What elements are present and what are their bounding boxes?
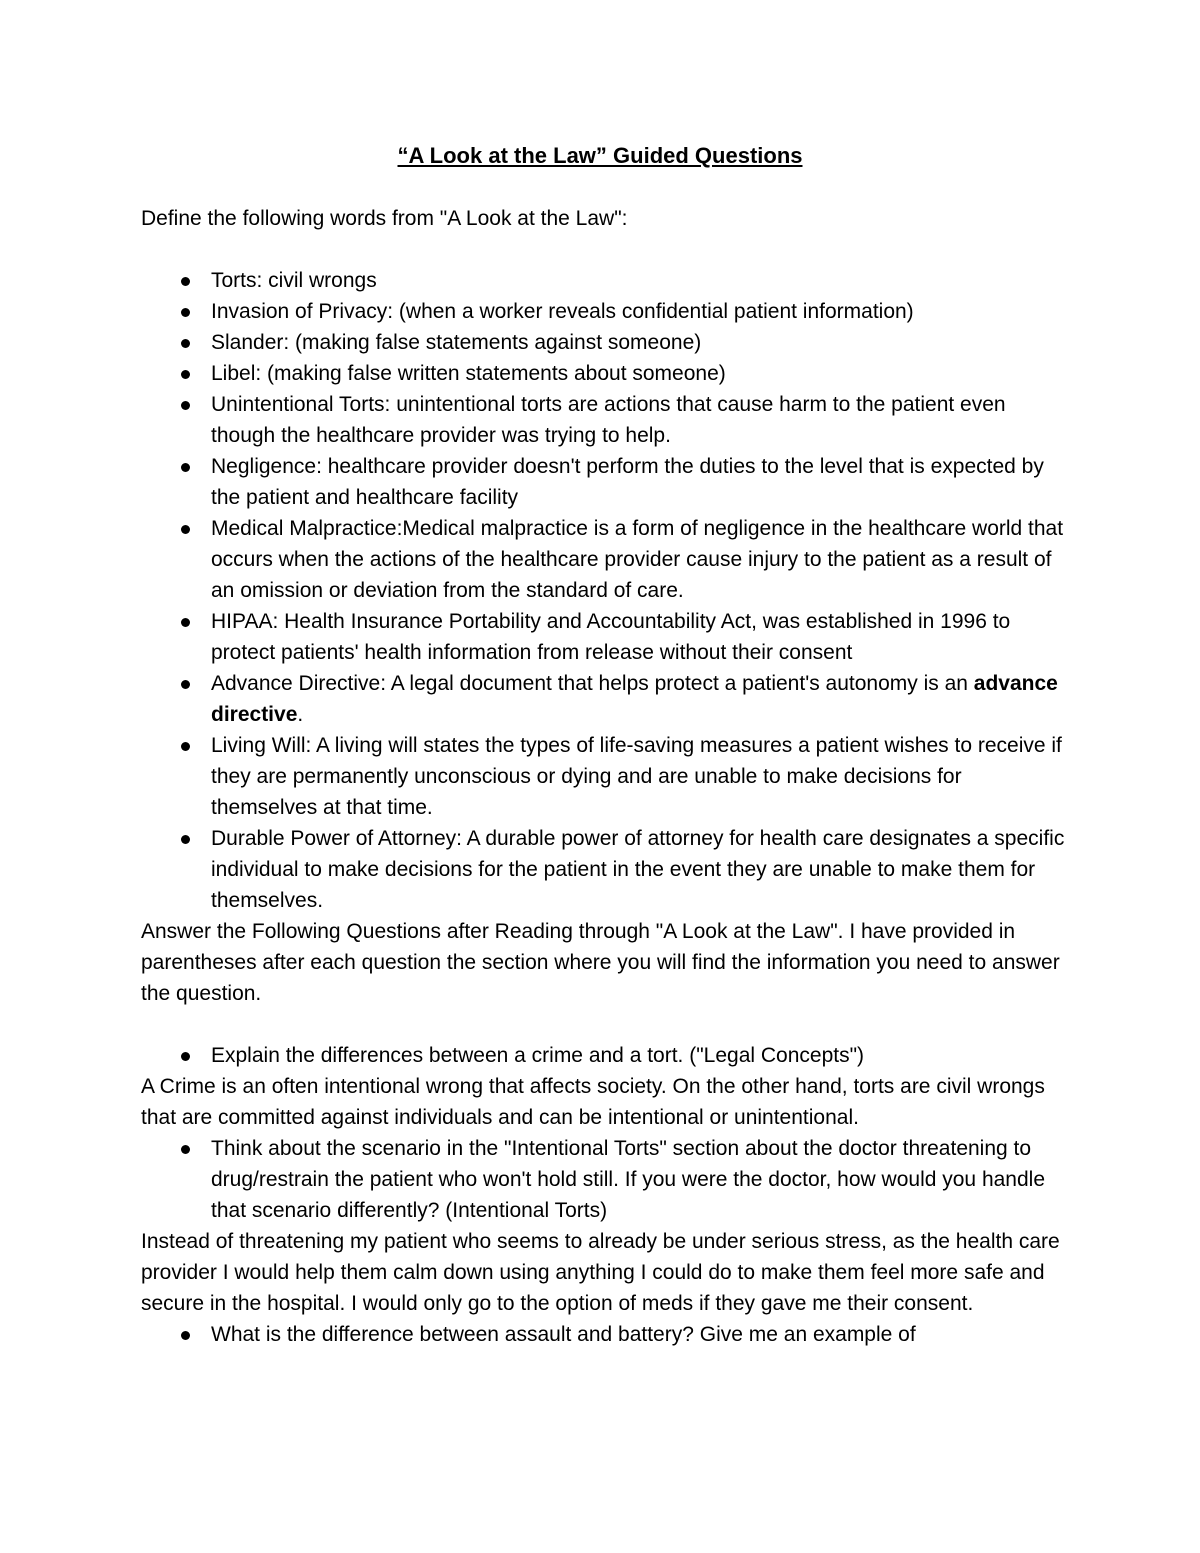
definition-text: Slander: (making false statements against someone)	[211, 331, 702, 354]
question-list	[141, 1319, 1071, 1350]
bullet-icon	[181, 401, 190, 410]
spacer	[141, 234, 1071, 265]
definition-text: Negligence: healthcare provider doesn't perform the duties to the level that is expected by the patient and healthcare facility	[211, 455, 1044, 509]
question-text: What is the difference between assault and battery? Give me an example of	[211, 1323, 916, 1346]
definitions-intro: Define the following words from "A Look at the Law":	[141, 207, 628, 230]
bullet-icon	[181, 277, 190, 286]
list-item	[141, 389, 1071, 451]
question-item	[141, 1040, 1071, 1071]
document-body	[141, 203, 1071, 1350]
bullet-icon	[181, 525, 190, 534]
definition-text: Libel: (making false written statements about someone)	[211, 362, 726, 385]
bullet-icon	[181, 1052, 190, 1061]
list-item	[141, 265, 1071, 296]
definition-text: HIPAA: Health Insurance Portability and Accountability Act, was established in 1996 to protect patients' health information from release without their consent	[211, 610, 1011, 664]
definition-text: Invasion of Privacy: (when a worker reveals confidential patient information)	[211, 300, 914, 323]
list-item	[141, 823, 1071, 916]
list-item	[141, 606, 1071, 668]
advance-directive-suffix: .	[297, 703, 304, 726]
answer-text: Instead of threatening my patient who seems to already be under serious stress, as the health care provider I would help them calm down using anything I could do to make them feel more safe and secure in the hospital. I would only go to the option of meds if they gave me their consent.	[141, 1230, 1060, 1315]
question-item	[141, 1133, 1071, 1226]
answer-text: A Crime is an often intentional wrong that affects society. On the other hand, torts are civil wrongs that are committed against individuals and can be intentional or unintentional.	[141, 1075, 1045, 1129]
bullet-icon	[181, 370, 190, 379]
definition-text: Living Will: A living will states the types of life-saving measures a patient wishes to receive if they are permanently unconscious or dying and are unable to make decisions for themselves at that time.	[211, 734, 1062, 819]
list-item	[141, 668, 1071, 730]
definition-text: Medical Malpractice:Medical malpractice is a form of negligence in the healthcare world that occurs when the actions of the healthcare provider cause injury to the patient as a result of an omission or deviation from the standard of care.	[211, 517, 1064, 602]
bullet-icon	[181, 463, 190, 472]
page-title: “A Look at the Law” Guided Questions	[397, 143, 803, 168]
definition-text: Durable Power of Attorney: A durable power of attorney for health care designates a specific individual to make decisions for the patient in the event they are unable to make them for themselves.	[211, 827, 1065, 912]
bullet-icon	[181, 1331, 190, 1340]
list-item	[141, 451, 1071, 513]
bullet-icon	[181, 618, 190, 627]
question-list	[141, 1133, 1071, 1226]
bullet-icon	[181, 835, 190, 844]
list-item	[141, 327, 1071, 358]
bullet-icon	[181, 680, 190, 689]
questions-intro: Answer the Following Questions after Reading through "A Look at the Law". I have provided in parentheses after each question the section where you will find the information you need to answer the question.	[141, 920, 1060, 1005]
question-list	[141, 1040, 1071, 1071]
spacer	[141, 1009, 1071, 1040]
bullet-icon	[181, 742, 190, 751]
definition-text: Torts: civil wrongs	[211, 269, 377, 292]
list-item	[141, 730, 1071, 823]
question-item	[141, 1319, 1071, 1350]
definition-text: Unintentional Torts: unintentional torts are actions that cause harm to the patient even though the healthcare provider was trying to help.	[211, 393, 1006, 447]
list-item	[141, 513, 1071, 606]
bullet-icon	[181, 339, 190, 348]
list-item	[141, 358, 1071, 389]
advance-directive-bold: advance directive	[211, 672, 1058, 726]
definitions-list	[141, 265, 1071, 916]
bullet-icon	[181, 1145, 190, 1154]
question-text: Explain the differences between a crime and a tort. ("Legal Concepts")	[211, 1044, 865, 1067]
advance-directive-prefix: Advance Directive: A legal document that helps protect a patient's autonomy is an	[211, 672, 974, 695]
bullet-icon	[181, 308, 190, 317]
question-text: Think about the scenario in the "Intentional Torts" section about the doctor threatening to drug/restrain the patient who won't hold still. If you were the doctor, how would you handle that scenario differently? (Intentional Torts)	[211, 1137, 1046, 1222]
list-item	[141, 296, 1071, 327]
